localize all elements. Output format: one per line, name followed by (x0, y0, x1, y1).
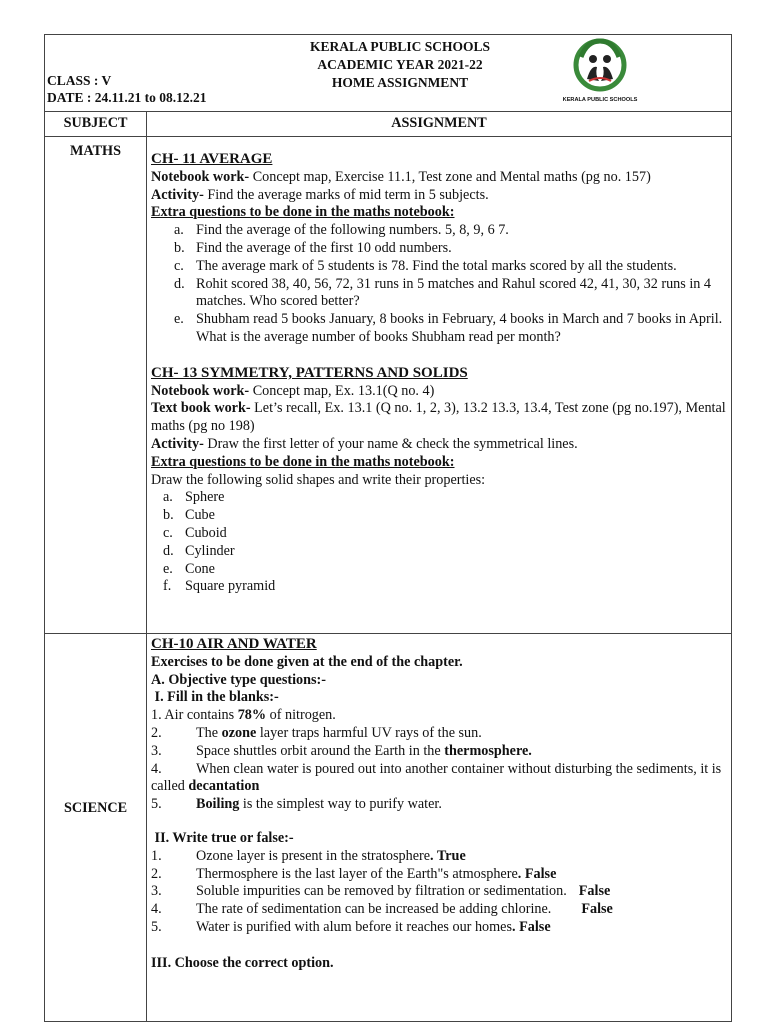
ch13-shapes (151, 489, 727, 596)
ch11-questions (151, 222, 727, 347)
science-title: CH-10 AIR AND WATER (151, 636, 317, 652)
subject-column-header: SUBJECT (45, 112, 147, 137)
fill-item-1: 1. Air contains 78% of nitrogen. (151, 707, 336, 724)
fill-item-2: 2. The ozone layer traps harmful UV rays of the sun. (151, 724, 482, 741)
ch13-instruction: Draw the following solid shapes and write their properties: (151, 471, 486, 488)
ch13-extra-title: Extra questions to be done in the maths notebook: (151, 453, 455, 470)
fill-item-5: 5. Boiling is the simplest way to purify water. (151, 796, 442, 813)
maths-assignment (147, 137, 732, 634)
header-row (45, 35, 732, 112)
ch11-notebook (151, 169, 727, 187)
list-item: a. Sphere (163, 489, 225, 506)
ch13-activity: Activity- Draw the first letter of your name & check the symmetrical lines. (151, 435, 578, 452)
list-item: d. Cylinder (163, 542, 235, 559)
assignment-sheet (44, 34, 732, 1024)
header-title-block (250, 38, 550, 92)
logo-caption: KERALA PUBLIC SCHOOLS (562, 97, 638, 103)
tf-item-3: 3. Soluble impurities can be removed by filtration or sedimentation. False (151, 883, 611, 900)
assignment-table (44, 34, 732, 1022)
assignment-column-header: ASSIGNMENT (147, 112, 732, 137)
list-item: f. Square pyramid (163, 578, 276, 595)
column-header-row (45, 112, 732, 137)
science-assignment (147, 634, 732, 1022)
academic-year: ACADEMIC YEAR 2021-22 (317, 57, 483, 72)
tf-title: II. Write true or false:- (151, 829, 294, 846)
ch13-notebook: Notebook work- Concept map, Ex. 13.1(Q no. 4) (151, 382, 435, 399)
list-item: b. Find the average of the first 10 odd numbers. (174, 239, 452, 256)
page-title: HOME ASSIGNMENT (331, 75, 469, 90)
header-cell (45, 35, 732, 112)
date-line: DATE : 24.11.21 to 08.12.21 (47, 90, 207, 105)
objective-title: A. Objective type questions:- (151, 671, 326, 688)
list-item: c. The average mark of 5 students is 78. Find the total marks scored by all the students. (174, 257, 677, 274)
tf-item-5: 5. Water is purified with alum before it reaches our homes. False (151, 918, 551, 935)
notebook-label: Notebook work- (151, 168, 250, 185)
science-row (45, 634, 732, 1022)
activity-text: Find the average marks of mid term in 5 subjects. (203, 186, 489, 203)
list-item: e. Cone (163, 560, 215, 577)
tf-item-2: 2. Thermosphere is the last layer of the Earth"s atmosphere. False (151, 865, 557, 882)
maths-row (45, 137, 732, 634)
class-line: CLASS : V (47, 73, 112, 88)
list-item: b. Cube (163, 507, 215, 524)
ch11-extra-title: Extra questions to be done in the maths notebook: (151, 204, 455, 221)
ch11-activity (151, 187, 727, 205)
fill-title: I. Fill in the blanks:- (151, 689, 279, 706)
activity-label: Activity- (151, 186, 204, 203)
list-item: e. Shubham read 5 books January, 8 books in February, 4 books in March and 7 books in April. What is the average number of books Shubham read per month? (174, 311, 723, 345)
list-item: a. Find the average of the following numbers. 5, 8, 9, 6 7. (174, 222, 509, 239)
school-logo-icon (562, 35, 638, 105)
fill-item-4: 4. When clean water is poured out into another container without disturbing the sediments, it is called decantation (151, 760, 722, 795)
header (45, 35, 731, 111)
notebook-text: Concept map, Exercise 11.1, Test zone and Mental maths (pg no. 157) (249, 168, 651, 185)
science-exercises: Exercises to be done given at the end of the chapter. (151, 653, 463, 670)
science-subject: SCIENCE (45, 634, 147, 1022)
ch13-title: CH- 13 SYMMETRY, PATTERNS AND SOLIDS (151, 364, 468, 381)
list-item: c. Cuboid (163, 524, 227, 541)
list-item: d. Rohit scored 38, 40, 56, 72, 31 runs in 5 matches and Rahul scored 42, 41, 30, 32 runs in 4 matches. Who scored better? (174, 275, 712, 310)
ch13-textbook: Text book work- Let’s recall, Ex. 13.1 (Q no. 1, 2, 3), 13.2 13.3, 13.4, Test zone (pg no.197), Mental maths (pg no 198) (151, 400, 726, 435)
tf-item-4: 4. The rate of sedimentation can be increased be adding chlorine. False (151, 901, 613, 918)
fill-item-3: 3. Space shuttles orbit around the Earth in the thermosphere. (151, 742, 532, 759)
ch11-title: CH- 11 AVERAGE (151, 151, 273, 167)
choose-title: III. Choose the correct option. (151, 954, 334, 971)
maths-subject: MATHS (45, 137, 147, 634)
class-info (47, 72, 207, 106)
tf-item-1: 1. Ozone layer is present in the stratosphere. True (151, 847, 466, 864)
school-name: KERALA PUBLIC SCHOOLS (309, 39, 491, 54)
